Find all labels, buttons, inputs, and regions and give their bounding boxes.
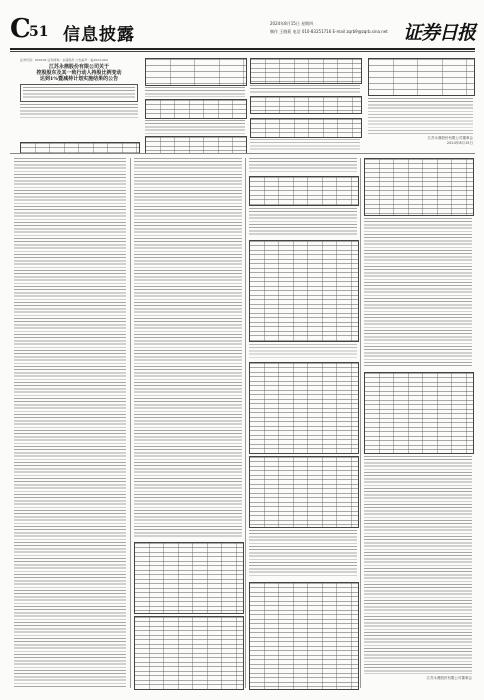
announcement-block [20,58,138,140]
top-text-6 [368,114,473,134]
announcement-title-3: 达到1%暨减持计划实施结果的公告 [39,76,119,82]
column-2-table-2 [134,616,244,690]
column-3-table-3 [249,362,359,454]
column-4-text-1 [364,218,472,368]
top-text-1 [145,87,245,97]
masthead-rule-thin [10,51,475,52]
column-3-table-1 [249,176,359,206]
column-3-text-2 [249,208,357,236]
stock-code-line [20,58,138,62]
top-table-3 [145,136,247,154]
column-3-table-2 [249,240,359,342]
announcement-title-1: 江苏永鼎股份有限公司关于 [48,64,109,70]
top-table-4 [250,58,362,84]
top-table-7 [368,58,475,96]
editor-contact: 制作 王晓莉 电话 010-83251716 E-mail zqrb9@zqrb.sina.net [270,29,388,34]
page-number: 51 [29,24,49,40]
column-4-table-1 [364,158,474,216]
column-2-table-1 [134,542,244,614]
column-2-text [134,158,242,538]
top-table-6 [250,118,362,138]
newspaper-logo: 证券日报 [402,22,475,44]
column-3-table-4 [249,456,359,528]
section-divider [10,153,475,154]
announcement-body [20,104,138,118]
column-3-text-1 [249,158,357,172]
column-3-table-5 [249,582,359,690]
top-text-3 [250,85,360,93]
top-table-2 [145,99,247,119]
disclaimer-box [20,84,138,102]
column-4-table-2 [364,372,474,454]
top-table-1 [145,58,247,86]
signature-name: 江苏永鼎股份有限公司董事会 [427,136,473,140]
top-text-5 [368,98,473,112]
column-rule-2 [245,158,246,688]
top-text-4 [250,139,360,151]
masthead [10,16,475,46]
column-rule-3 [360,158,361,688]
column-3-text-3 [249,344,357,358]
page-code: C [10,14,31,44]
section-title: 信息披露 [63,25,135,45]
issue-date: 2024年8月15日 星期四 [270,21,314,26]
bottom-signature-name: 江苏永鼎股份有限公司董事会 [426,676,472,680]
stock-code-text: 证券代码：600105 证券简称：永鼎股份 公告编号：临2024-064 [20,58,108,62]
announcement-title-2: 控股股东及其一致行动人持股比例变动 [36,70,122,76]
top-text-2 [145,120,245,134]
signature-date: 2024年8月15日 [446,141,473,145]
masthead-rule [10,48,475,50]
disclaimer-text [23,87,135,99]
column-3-text-4 [249,530,357,578]
column-1-text [14,158,126,688]
top-signature [368,136,473,148]
column-4-text-2 [364,456,472,674]
bottom-signature [364,676,472,688]
top-table-5 [250,96,362,114]
column-rule-1 [130,158,131,688]
